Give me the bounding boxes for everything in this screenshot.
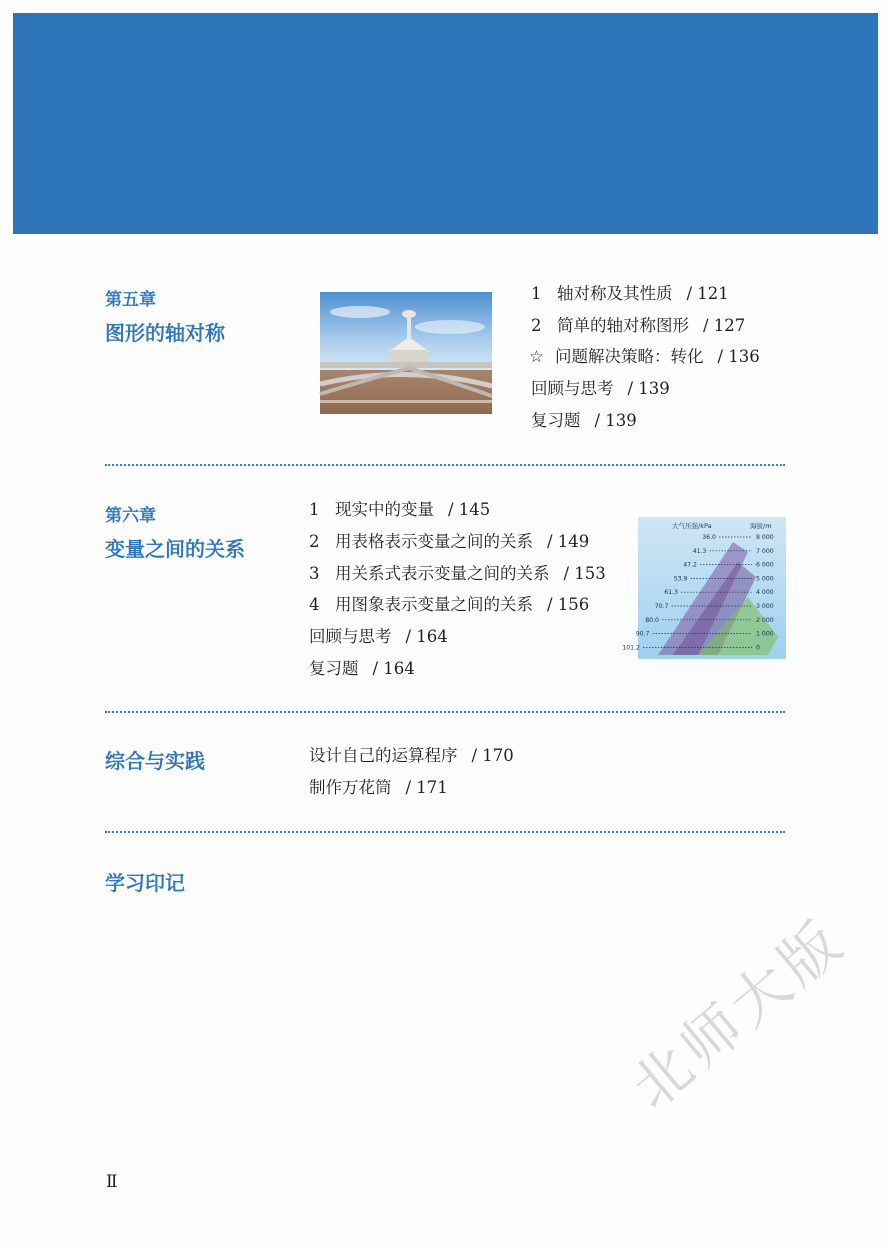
divider: [105, 831, 785, 833]
altitude-label: 8 000: [756, 534, 774, 541]
pressure-label: 90.7: [635, 630, 650, 638]
pressure-altitude-figure: [622, 517, 786, 659]
toc-item-practice-1[interactable]: 设计自己的运算程序 / 170: [309, 746, 514, 765]
altitude-label: 4 000: [756, 589, 774, 597]
toc-item-6-2[interactable]: 2 用表格表示变量之间的关系 / 149: [309, 532, 590, 551]
pressure-label: 47.2: [683, 561, 697, 569]
figure-right-header: 海拔/m: [750, 522, 772, 530]
altitude-label: 7 000: [756, 547, 774, 555]
divider: [105, 711, 785, 713]
pressure-label: 70.7: [654, 603, 669, 610]
star-icon: ☆: [529, 347, 544, 366]
toc-item-6-3[interactable]: 3 用关系式表示变量之间的关系 / 153: [309, 564, 606, 583]
toc-item-5-exercises[interactable]: 复习题 / 139: [531, 411, 637, 430]
altitude-label: 0: [756, 644, 760, 652]
pressure-label: 36.0: [702, 534, 716, 541]
altitude-label: 5 000: [756, 575, 774, 583]
altitude-label: 3 000: [756, 603, 774, 610]
toc-item-5-review[interactable]: 回顾与思考 / 139: [531, 379, 670, 398]
chapter5-number: 第五章: [105, 290, 156, 310]
toc-item-5-2[interactable]: 2 简单的轴对称图形 / 127: [531, 316, 746, 335]
toc-item-6-review[interactable]: 回顾与思考 / 164: [309, 627, 448, 646]
toc-item-5-1[interactable]: 1 轴对称及其性质 / 121: [531, 284, 729, 303]
pressure-label: 80.0: [645, 616, 659, 624]
toc-item-6-exercises[interactable]: 复习题 / 164: [309, 659, 415, 678]
pressure-label: 53.9: [673, 575, 688, 583]
toc-item-practice-2[interactable]: 制作万花筒 / 171: [309, 778, 448, 797]
chapter6-title[interactable]: 变量之间的关系: [105, 537, 245, 561]
altitude-label: 6 000: [756, 561, 774, 569]
study-title[interactable]: 学习印记: [105, 871, 185, 895]
header-banner: [13, 13, 878, 234]
toc-item-5-strategy[interactable]: ☆ 问题解决策略：转化 / 136: [529, 347, 760, 366]
chapter5-title[interactable]: 图形的轴对称: [105, 321, 225, 345]
toc-item-6-1[interactable]: 1 现实中的变量 / 145: [309, 500, 491, 519]
practice-title[interactable]: 综合与实践: [105, 749, 205, 773]
chapter6-number: 第六章: [105, 506, 156, 526]
figure-left-header: 大气压强/kPa: [672, 522, 712, 530]
pressure-label: 101.2: [622, 644, 640, 652]
watermark: 北师大版: [618, 905, 859, 1123]
altitude-label: 1 000: [756, 630, 774, 638]
bridge-photo: [320, 292, 492, 414]
pressure-label: 61.3: [664, 589, 678, 597]
page-number: Ⅱ: [106, 1172, 118, 1192]
divider: [105, 464, 785, 466]
toc-item-6-4[interactable]: 4 用图象表示变量之间的关系 / 156: [309, 595, 590, 614]
altitude-label: 2 000: [756, 616, 774, 624]
pressure-label: 41.3: [692, 547, 707, 555]
